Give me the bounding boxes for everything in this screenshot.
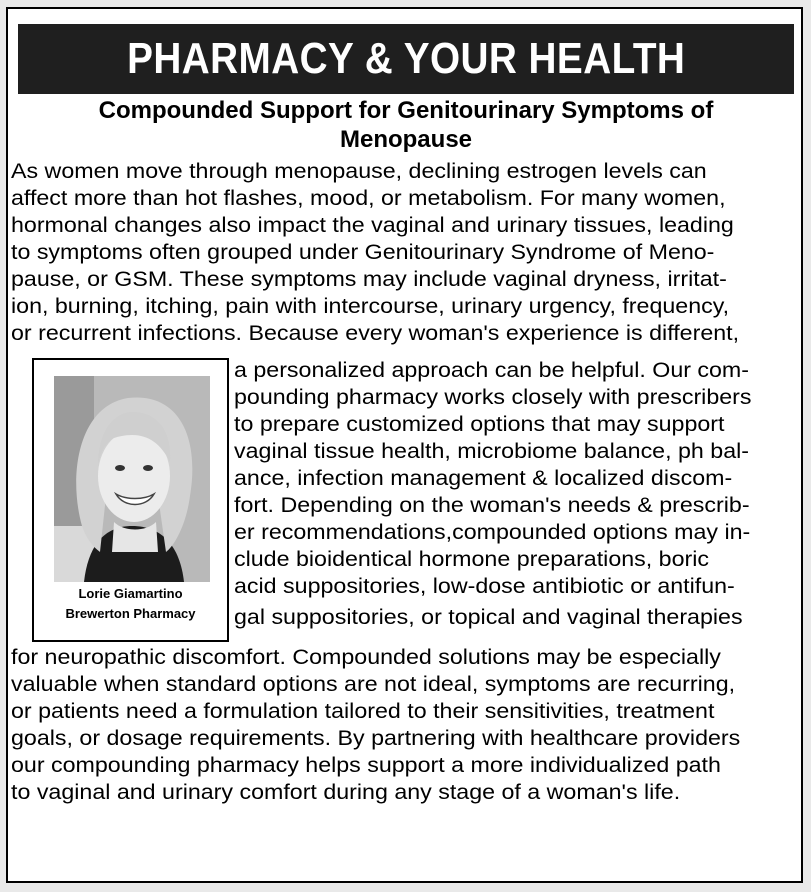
body-text-line: to symptoms often grouped under Genitourinary Syndrome of Meno-	[11, 240, 715, 264]
body-text-line: vaginal tissue health, microbiome balance, ph bal-	[234, 439, 750, 463]
body-text-line: ance, infection management & localized discom-	[234, 466, 733, 490]
body-text-line: er recommendations,compounded options may in-	[234, 520, 751, 544]
headline-line: Compounded Support for Genitourinary Symptoms of	[98, 97, 714, 124]
body-text-line: pause, or GSM. These symptoms may include vaginal dryness, irritat-	[11, 267, 727, 291]
body-text-line: affect more than hot flashes, mood, or metabolism. For many women,	[11, 186, 726, 210]
body-text-line: acid suppositories, low-dose antibiotic or antifun-	[234, 574, 735, 598]
body-text-line: gal suppositories, or topical and vaginal therapies	[234, 605, 743, 629]
body-text-line: our compounding pharmacy helps support a more individualized path	[11, 753, 721, 777]
body-text-line: to prepare customized options that may support	[234, 412, 725, 436]
headline-line: Menopause	[339, 126, 473, 153]
body-text-line: to vaginal and urinary comfort during any stage of a woman's life.	[11, 780, 681, 804]
body-text-line: a personalized approach can be helpful. Our com-	[234, 358, 750, 382]
body-text-line: for neuropathic discomfort. Compounded solutions may be especially	[11, 645, 721, 669]
body-text-line: clude bioidentical hormone preparations, boric	[234, 547, 710, 571]
article-headline	[18, 96, 794, 154]
body-text-line: or patients need a formulation tailored to their sensitivities, treatment	[11, 699, 715, 723]
author-photo-box	[32, 358, 229, 642]
body-text-line: hormonal changes also impact the vaginal and urinary tissues, leading	[11, 213, 734, 237]
body-text-line: As women move through menopause, declining estrogen levels can	[11, 159, 707, 183]
body-text-line: pounding pharmacy works closely with prescribers	[234, 385, 752, 409]
body-text-line: fort. Depending on the woman's needs & prescrib-	[234, 493, 750, 517]
author-organization: Brewerton Pharmacy	[65, 606, 196, 621]
body-text-line: goals, or dosage requirements. By partnering with healthcare providers	[11, 726, 741, 750]
body-text-line: or recurrent infections. Because every woman's experience is different,	[11, 321, 740, 345]
author-name: Lorie Giamartino	[78, 586, 183, 601]
body-text-line: ion, burning, itching, pain with intercourse, urinary urgency, frequency,	[11, 294, 730, 318]
body-text-line: valuable when standard options are not ideal, symptoms are recurring,	[11, 672, 736, 696]
banner-title: PHARMACY & YOUR HEALTH	[126, 34, 686, 83]
author-photo	[54, 376, 210, 582]
column-banner	[18, 24, 794, 94]
